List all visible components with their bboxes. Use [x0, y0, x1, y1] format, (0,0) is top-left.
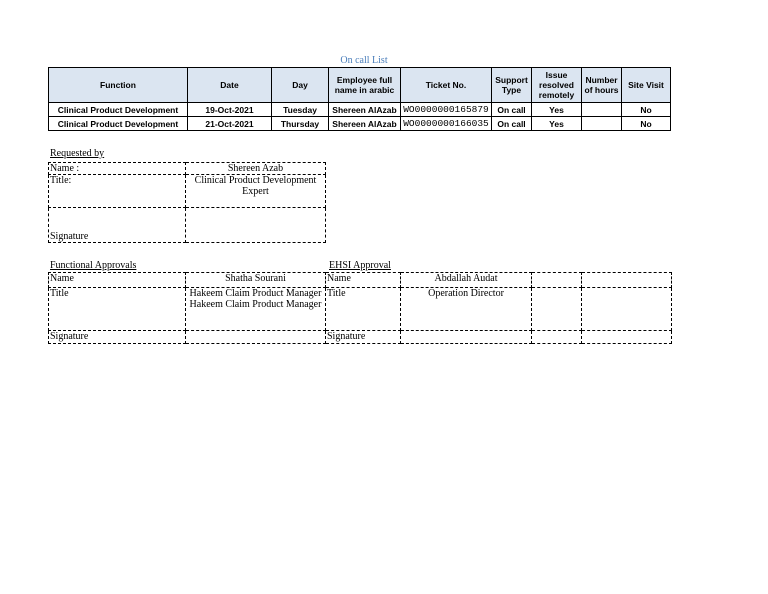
- cell-function: Clinical Product Development: [49, 117, 188, 131]
- functional-title-line-2: Hakeem Claim Product Manager: [189, 299, 322, 310]
- ehsi-title-value: Operation Director: [401, 288, 532, 331]
- ehsi-name-label: Name: [326, 273, 401, 288]
- cell-issue-resolved: Yes: [532, 103, 582, 117]
- functional-title-label: Title: [49, 288, 186, 331]
- cell-site-visit: No: [622, 117, 671, 131]
- cell-number-of-hours: [582, 117, 622, 131]
- cell-date: 21-Oct-2021: [188, 117, 272, 131]
- functional-name-label: Name: [49, 273, 186, 288]
- ehsi-approval-heading: EHSI Approval: [329, 260, 391, 271]
- document-title: On call List: [340, 55, 388, 66]
- requested-signature-field: [186, 208, 326, 243]
- cell-issue-resolved: Yes: [532, 117, 582, 131]
- header-function: Function: [49, 68, 188, 103]
- header-number-of-hours: Number of hours: [582, 68, 622, 103]
- cell-day: Thursday: [272, 117, 329, 131]
- cell-ticket-no: WO0000000165879: [401, 103, 492, 117]
- cell-day: Tuesday: [272, 103, 329, 117]
- functional-approvals-heading: Functional Approvals: [50, 260, 137, 271]
- header-support-type: Support Type: [492, 68, 532, 103]
- requested-signature-label: Signature: [49, 208, 186, 243]
- ehsi-extra-cell: [532, 331, 582, 344]
- ehsi-title-label: Title: [326, 288, 401, 331]
- requested-name-value: Shereen Azab: [186, 163, 326, 175]
- ehsi-signature-label: Signature: [326, 331, 401, 344]
- table-row: [49, 117, 671, 131]
- header-employee-name: Employee full name in arabic: [329, 68, 401, 103]
- header-issue-resolved: Issue resolved remotely: [532, 68, 582, 103]
- ehsi-extra-cell: [582, 273, 672, 288]
- ehsi-signature-field: [401, 331, 532, 344]
- functional-name-value: Shatha Sourani: [186, 273, 326, 288]
- ehsi-extra-cell: [532, 288, 582, 331]
- functional-title-line-1: Hakeem Claim Product Manager: [189, 288, 322, 299]
- cell-ticket-no: WO0000000166035: [401, 117, 492, 131]
- requested-by-heading: Requested by: [50, 148, 105, 159]
- ehsi-name-value: Abdallah Audat: [401, 273, 532, 288]
- requested-name-label: Name :: [49, 163, 186, 175]
- ehsi-extra-cell: [582, 288, 672, 331]
- header-site-visit: Site Visit: [622, 68, 671, 103]
- cell-site-visit: No: [622, 103, 671, 117]
- requested-title-value: Clinical Product Development Expert: [186, 175, 326, 208]
- cell-date: 19-Oct-2021: [188, 103, 272, 117]
- header-date: Date: [188, 68, 272, 103]
- ehsi-extra-cell: [582, 331, 672, 344]
- cell-function: Clinical Product Development: [49, 103, 188, 117]
- requested-title-label: Title:: [49, 175, 186, 208]
- cell-employee-name: Shereen AlAzab: [329, 117, 401, 131]
- cell-number-of-hours: [582, 103, 622, 117]
- approvals-box: [48, 272, 672, 344]
- header-day: Day: [272, 68, 329, 103]
- table-header-row: [49, 68, 671, 103]
- table-row: [49, 103, 671, 117]
- functional-signature-label: Signature: [49, 331, 186, 344]
- header-ticket-no: Ticket No.: [401, 68, 492, 103]
- cell-support-type: On call: [492, 103, 532, 117]
- ehsi-extra-cell: [532, 273, 582, 288]
- on-call-table: [48, 67, 671, 131]
- functional-signature-field: [186, 331, 326, 344]
- cell-support-type: On call: [492, 117, 532, 131]
- cell-employee-name: Shereen AlAzab: [329, 103, 401, 117]
- functional-title-value: [186, 288, 326, 331]
- requested-by-box: [48, 162, 326, 243]
